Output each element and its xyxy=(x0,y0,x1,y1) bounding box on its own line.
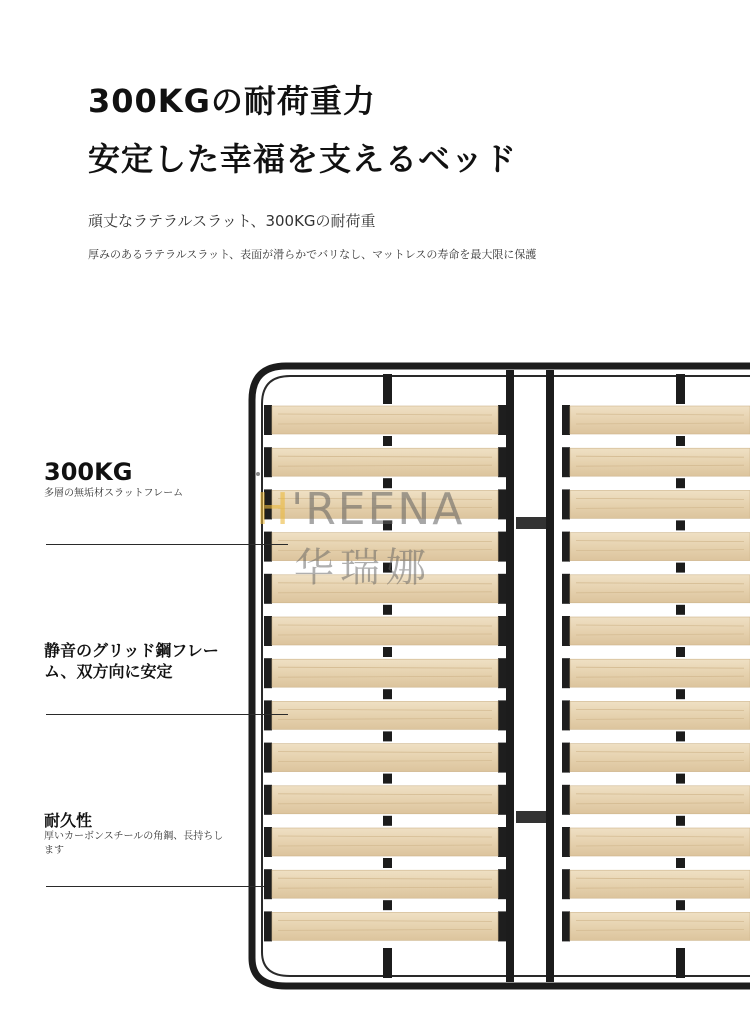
right-slat-holder xyxy=(562,785,570,815)
left-slat xyxy=(272,912,498,940)
left-support-block xyxy=(383,436,392,446)
left-slat-holder xyxy=(498,405,506,435)
frame-bolt xyxy=(256,472,260,476)
center-beam-left xyxy=(506,370,514,982)
left-slat-holder xyxy=(498,489,506,519)
left-slat xyxy=(272,701,498,729)
left-slat-holder xyxy=(264,658,272,688)
left-slat-holder xyxy=(264,405,272,435)
left-support-block xyxy=(383,647,392,657)
right-slat xyxy=(570,617,750,645)
left-slat xyxy=(272,744,498,772)
feature-load-desc: 多層の無垢材スラットフレーム xyxy=(44,488,184,499)
right-slat-holder xyxy=(562,743,570,773)
headline-load-capacity: 300KGの耐荷重力 xyxy=(88,82,376,120)
right-slat xyxy=(570,448,750,476)
watermark-brand-h: H xyxy=(256,484,292,535)
left-slat-holder xyxy=(264,743,272,773)
right-slat-holder xyxy=(562,489,570,519)
left-slat-holder xyxy=(264,574,272,604)
right-slat xyxy=(570,575,750,603)
description: 厚みのあるラテラルスラット、表面が滑らかでバリなし、マットレスの寿命を最大限に保護 xyxy=(88,248,537,261)
leader-line-grid xyxy=(46,714,288,715)
right-support-block xyxy=(676,731,685,741)
support-leg-left-bottom xyxy=(383,948,392,978)
subtitle: 頑丈なラテラルスラット、300KGの耐荷重 xyxy=(88,212,376,230)
right-support-block xyxy=(676,520,685,530)
right-slat xyxy=(570,406,750,434)
center-beam-right xyxy=(546,370,554,982)
left-slat xyxy=(272,575,498,603)
right-slat-holder xyxy=(562,574,570,604)
left-support-block xyxy=(383,563,392,573)
left-slat-holder xyxy=(264,700,272,730)
feature-load-title: 300KG xyxy=(44,458,133,486)
headline-tagline: 安定した幸福を支えるベッド xyxy=(88,140,518,178)
right-support-block xyxy=(676,563,685,573)
left-slat-holder xyxy=(498,574,506,604)
left-slat-holder xyxy=(498,785,506,815)
left-slat xyxy=(272,448,498,476)
left-slat xyxy=(272,617,498,645)
right-support-block xyxy=(676,774,685,784)
left-slat-holder xyxy=(264,785,272,815)
left-support-block xyxy=(383,774,392,784)
left-slat-holder xyxy=(498,700,506,730)
left-slat-holder xyxy=(498,827,506,857)
left-slat xyxy=(272,828,498,856)
leader-line-load xyxy=(46,544,288,545)
slat-column-left xyxy=(264,405,506,941)
left-slat-holder xyxy=(498,869,506,899)
right-slat-holder xyxy=(562,827,570,857)
right-support-block xyxy=(676,689,685,699)
right-slat xyxy=(570,912,750,940)
feature-durability-title: 耐久性 xyxy=(44,811,93,830)
left-support-block xyxy=(383,605,392,615)
left-support-block xyxy=(383,816,392,826)
right-slat-holder xyxy=(562,700,570,730)
right-slat xyxy=(570,533,750,561)
right-slat-holder xyxy=(562,911,570,941)
right-slat xyxy=(570,701,750,729)
center-bracket-bottom xyxy=(516,811,546,823)
left-slat xyxy=(272,870,498,898)
right-support-block xyxy=(676,647,685,657)
left-support-block xyxy=(383,478,392,488)
left-slat-holder xyxy=(498,616,506,646)
right-slat-holder xyxy=(562,869,570,899)
left-support-block xyxy=(383,858,392,868)
right-support-block xyxy=(676,478,685,488)
left-slat-holder xyxy=(264,911,272,941)
right-support-block xyxy=(676,436,685,446)
watermark-brand-rest: 'REENA xyxy=(291,484,465,535)
feature-durability-desc: 厚いカーボンスチールの角鋼、長持ちします xyxy=(44,831,224,856)
left-slat xyxy=(272,490,498,518)
left-slat xyxy=(272,659,498,687)
left-slat-holder xyxy=(264,447,272,477)
right-slat-holder xyxy=(562,447,570,477)
left-slat xyxy=(272,786,498,814)
right-slat xyxy=(570,786,750,814)
watermark-brand-cn: 华瑞娜 xyxy=(294,545,432,591)
left-slat-holder xyxy=(264,616,272,646)
left-slat-holder xyxy=(498,658,506,688)
left-slat-holder xyxy=(498,743,506,773)
right-slat-holder xyxy=(562,616,570,646)
right-slat xyxy=(570,828,750,856)
left-support-block xyxy=(383,900,392,910)
right-slat-holder xyxy=(562,405,570,435)
right-slat xyxy=(570,744,750,772)
leader-line-durability xyxy=(46,886,264,887)
right-support-block xyxy=(676,816,685,826)
right-slat xyxy=(570,490,750,518)
feature-grid-title: 静音のグリッド鋼フレーム、双方向に安定 xyxy=(44,641,219,681)
left-slat-holder xyxy=(498,911,506,941)
right-support-block xyxy=(676,858,685,868)
left-slat xyxy=(272,533,498,561)
left-support-block xyxy=(383,520,392,530)
right-support-block xyxy=(676,900,685,910)
left-support-block xyxy=(383,689,392,699)
left-slat-holder xyxy=(498,532,506,562)
support-leg-right xyxy=(676,374,685,404)
right-slat-holder xyxy=(562,532,570,562)
support-leg-right-bottom xyxy=(676,948,685,978)
left-slat xyxy=(272,406,498,434)
right-slat xyxy=(570,870,750,898)
left-slat-holder xyxy=(264,532,272,562)
right-slat xyxy=(570,659,750,687)
right-slat-holder xyxy=(562,658,570,688)
left-support-block xyxy=(383,731,392,741)
left-slat-holder xyxy=(264,489,272,519)
left-slat-holder xyxy=(264,869,272,899)
left-slat-holder xyxy=(264,827,272,857)
center-bracket-top xyxy=(516,517,546,529)
slat-column-right xyxy=(562,405,750,941)
right-support-block xyxy=(676,605,685,615)
support-leg-left xyxy=(383,374,392,404)
left-slat-holder xyxy=(498,447,506,477)
